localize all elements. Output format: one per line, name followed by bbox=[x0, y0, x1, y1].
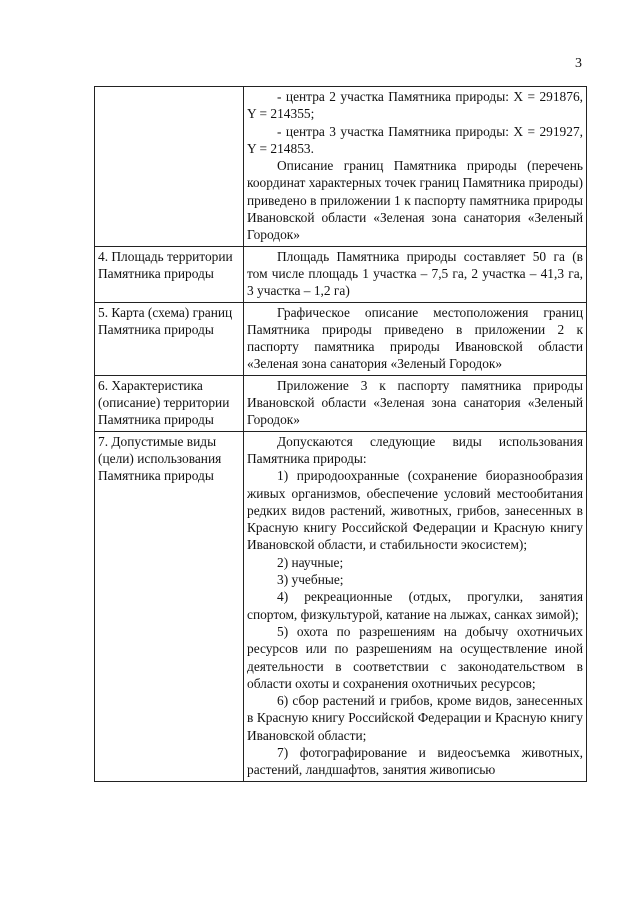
table-row bbox=[95, 431, 587, 781]
paragraph: 3) учебные; bbox=[277, 572, 344, 588]
row-content bbox=[244, 246, 587, 302]
paragraph: 1) природоохранные (сохранение биоразнообразия живых организмов, обеспечение условий местообитания редких видов растений, животных, грибов, занесенных в Красную книгу Российской Федерации и Красную книгу Ивановской области, и стабильности экосистем); bbox=[247, 468, 583, 553]
row-content bbox=[244, 375, 587, 431]
paragraph: 7) фотографирование и видеосъемка животных, растений, ландшафтов, занятия живописью bbox=[247, 744, 583, 778]
paragraph: Описание границ Памятника природы (перечень координат характерных точек границ Памятника природы) приведено в приложении 1 к паспорту памятника природы Ивановской области «Зеленая зона санатория «Зеленый Городок» bbox=[247, 158, 583, 243]
paragraph: 5) охота по разрешениям на добычу охотничьих ресурсов или по разрешениям на осуществление иной деятельности в соответствии с законодательством в области охоты и сохранения охотничьих ресурсов; bbox=[247, 623, 583, 691]
row-label bbox=[95, 87, 244, 247]
table-row bbox=[95, 375, 587, 431]
row-content bbox=[244, 431, 587, 781]
paragraph: Допускаются следующие виды использования Памятника природы: bbox=[247, 433, 583, 466]
paragraph: - центра 3 участка Памятника природы: X = 291927, Y = 214853. bbox=[247, 123, 583, 156]
row-label: 5. Карта (схема) границ Памятника природы bbox=[95, 302, 244, 375]
row-content bbox=[244, 302, 587, 375]
row-content bbox=[244, 87, 587, 247]
paragraph: Приложение 3 к паспорту памятника природы Ивановской области «Зеленая зона санатория «Зеленый Городок» bbox=[247, 377, 583, 428]
paragraph: - центра 2 участка Памятника природы: X = 291876, Y = 214355; bbox=[247, 89, 583, 122]
paragraph: Площадь Памятника природы составляет 50 га (в том числе площадь 1 участка – 7,5 га, 2 участка – 41,3 га, 3 участка – 1,2 га) bbox=[247, 248, 583, 299]
paragraph: Графическое описание местоположения границ Памятника природы приведено в приложении 2 к паспорту памятника природы Ивановской области «Зеленая зона санатория «Зеленый Городок» bbox=[247, 304, 583, 372]
paragraph: 4) рекреационные (отдых, прогулки, занятия спортом, физкультурой, катание на лыжах, санках зимой); bbox=[247, 589, 583, 622]
row-label: 4. Площадь территории Памятника природы bbox=[95, 246, 244, 302]
row-label: 7. Допустимые виды (цели) использования Памятника природы bbox=[95, 431, 244, 781]
passport-table bbox=[94, 86, 587, 782]
row-label: 6. Характеристика (описание) территории Памятника природы bbox=[95, 375, 244, 431]
page-number: 3 bbox=[575, 56, 582, 71]
table-row bbox=[95, 302, 587, 375]
paragraph: 2) научные; bbox=[277, 554, 344, 570]
table-row bbox=[95, 87, 587, 247]
table-row bbox=[95, 246, 587, 302]
paragraph: 6) сбор растений и грибов, кроме видов, занесенных в Красную книгу Российской Федерации и Красную книгу Ивановской области; bbox=[247, 693, 583, 743]
